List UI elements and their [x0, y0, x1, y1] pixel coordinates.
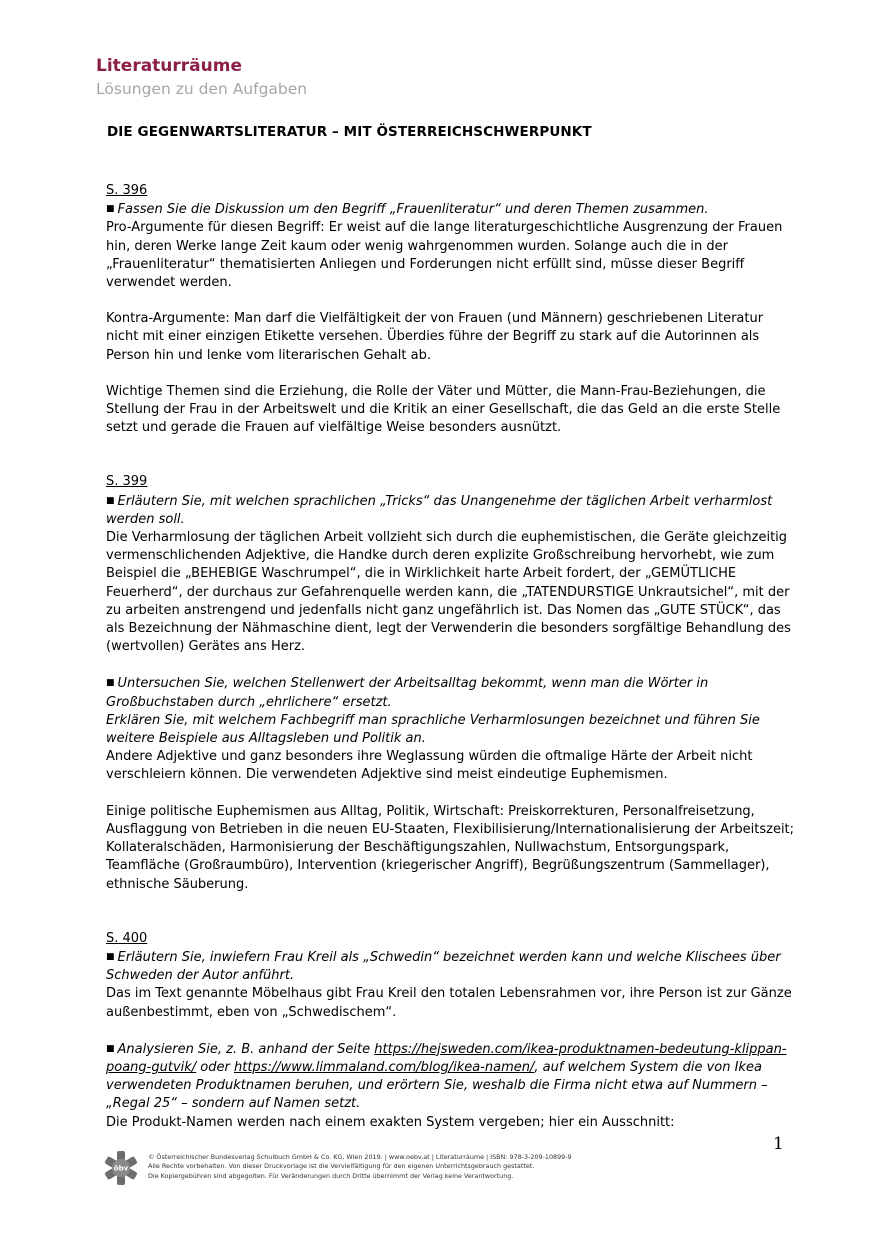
- task-text: Erläutern Sie, mit welchen sprachlichen „Tricks“ das Unangenehme der täglichen Arbeit verharmlost werden soll.: [106, 493, 773, 527]
- document-title: DIE GEGENWARTSLITERATUR – MIT ÖSTERREICHSCHWERPUNKT: [107, 124, 592, 140]
- task-text: oder: [196, 1059, 234, 1075]
- page-number: 1: [773, 1134, 784, 1154]
- task-prompt: [106, 492, 796, 529]
- answer-paragraph: Die Verharmlosung der täglichen Arbeit vollzieht sich durch die euphemistischen, die Geräte gleichzeitig vermenschlichenden Adjektive, die Handke durch deren explizite Großschreibung hervorhebt, wie zum Beispiel die „BEHEBIGE Waschrumpel“, die in Wirklichkeit harte Arbeit fordert, der „GEMÜTLICHE Feuerherd“, der durchaus zur Gefahrenquelle werden kann, die „TATENDURSTIGE Unkrautsichel“, mit der zu arbeiten anstrengend und jedenfalls nicht ganz ungefährlich ist. Das Nomen das „GUTE STÜCK“, das als Bezeichnung der Nähmaschine dient, legt der Verwenderin die besonders sorgfältige Behandlung des (wertvollen) Gerätes ans Herz.: [106, 530, 791, 655]
- bullet-icon: ■: [106, 495, 115, 506]
- task-prompt: [106, 200, 796, 219]
- bullet-icon: ■: [106, 1043, 115, 1054]
- footer-legal: [148, 1153, 572, 1181]
- bullet-icon: ■: [106, 204, 115, 215]
- footer-line: Die Kopiergebühren sind abgegolten. Für Veränderungen durch Dritte übernimmt der Verlag keine Verantwortung.: [148, 1171, 514, 1180]
- bullet-icon: ■: [106, 951, 115, 962]
- answer-paragraph: Wichtige Themen sind die Erziehung, die Rolle der Väter und Mütter, die Mann-Frau-Beziehungen, die Stellung der Frau in der Arbeitswelt und die Kritik an einer Gesellschaft, die das Geld an die erste Stelle setzt und gerade die Frauen auf vielfältige Weise besonders ausnützt.: [106, 383, 781, 436]
- section-page-ref: S. 396: [106, 183, 148, 198]
- limmaland-link[interactable]: https://www.limmaland.com/blog/ikea-namen/: [233, 1059, 535, 1075]
- answer-paragraph: Andere Adjektive und ganz besonders ihre Weglassung würden die oftmalige Härte der Arbeit nicht verschleiern können. Die verwendeten Adjektive sind meist eindeutige Euphemismen.: [106, 749, 753, 783]
- answer-paragraph: Einige politische Euphemismen aus Alltag, Politik, Wirtschaft: Preiskorrekturen, Personalfreisetzung, Ausflaggung von Betrieben in die neuen EU-Staaten, Flexibilisierung/Internationalisierung der Arbeitszeit; Kollateralschäden, Harmonisierung der Beschäftigungszahlen, Nullwachstum, Entsorgungspark, Teamfläche (Großraumbüro), Intervention (kriegerischer Angriff), Begrüßungszentrum (Sammellager), ethnische Säuberung.: [106, 803, 795, 892]
- task-text: , auf welchem System die von Ikea verwendeten Produktnamen beruhen, und erörtern Sie, weshalb die Firma nicht etwa auf Nummern – „Regal 25“ – sondern auf Namen setzt.: [106, 1059, 768, 1112]
- task-text: Erläutern Sie, inwiefern Frau Kreil als „Schwedin“ bezeichnet werden kann und welche Klischees über Schweden der Autor anführt.: [106, 949, 781, 984]
- answer-paragraph: Die Produkt-Namen werden nach einem exakten System vergeben; hier ein Ausschnitt:: [106, 1114, 675, 1130]
- bullet-icon: ■: [106, 678, 115, 689]
- answer-paragraph: Kontra-Argumente: Man darf die Vielfältigkeit der von Frauen (und Männern) geschriebenen Literatur nicht mit einer einzigen Etikette versehen. Überdies führe der Begriff zu stark auf die Autorinnen als Person hin und lenke vom literarischen Gehalt ab.: [106, 311, 764, 363]
- logo-text: öbv: [113, 1164, 129, 1173]
- footer-line: Alle Rechte vorbehalten. Von dieser Druckvorlage ist die Vervielfältigung für den eigenen Unterrichtsgebrauch gestattet.: [148, 1162, 535, 1171]
- footer-line: © Österreichischer Bundesverlag Schulbuch GmbH & Co. KG, Wien 2019. | www.oebv.at | Literaturräume | ISBN: 978-3-209-10899-9: [148, 1153, 572, 1161]
- task-prompt: [106, 948, 796, 985]
- answer-paragraph: Pro-Argumente für diesen Begriff: Er weist auf die lange literaturgeschichtliche Ausgrenzung der Frauen hin, deren Werke lange Zeit kaum oder wenig wahrgenommen wurden. Solange auch die in der „Frauenliteratur“ thematisierten Anliegen und Forderungen nicht erfüllt sind, müsse dieser Begriff verwendet werden.: [106, 220, 783, 291]
- section-page-ref: S. 400: [106, 930, 148, 946]
- task-prompt: Erklären Sie, mit welchem Fachbegriff man sprachliche Verharmlosungen bezeichnet und führen Sie weitere Beispiele aus Alltagsleben und Politik an.: [106, 712, 760, 747]
- task-prompt: [106, 674, 796, 711]
- oebv-logo-icon: [103, 1150, 139, 1186]
- brand-title: Literaturräume: [96, 56, 242, 76]
- answer-paragraph: Das im Text genannte Möbelhaus gibt Frau Kreil den totalen Lebensrahmen vor, ihre Person ist zur Gänze außenbestimmt, eben von „Schwedischem“.: [106, 986, 792, 1020]
- hejsweden-link[interactable]: https://hejsweden.com/ikea-produktnamen-bedeutung-klippan-poang-gutvik/: [106, 1041, 787, 1075]
- task-text: Analysieren Sie, z. B. anhand der Seite: [117, 1041, 375, 1057]
- section-page-ref: S. 399: [106, 474, 148, 490]
- brand-subtitle: Lösungen zu den Aufgaben: [96, 80, 308, 98]
- task-prompt: [106, 1040, 796, 1114]
- document-body: [106, 182, 796, 1132]
- task-text: Untersuchen Sie, welchen Stellenwert der Arbeitsalltag bekommt, wenn man die Wörter in Großbuchstaben durch „ehrlichere“ ersetzt.: [106, 676, 709, 710]
- task-text: Fassen Sie die Diskussion um den Begriff „Frauenliteratur“ und deren Themen zusammen.: [117, 202, 709, 218]
